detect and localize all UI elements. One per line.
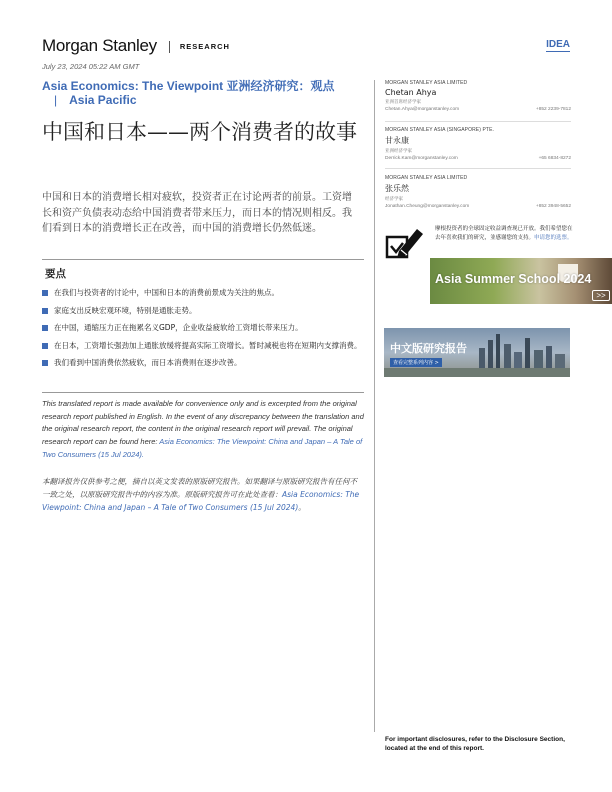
key-point-text: 在我们与投资者的讨论中，中国和日本的消费前景成为关注的焦点。: [54, 288, 279, 297]
translation-disclaimer-cn: [42, 475, 364, 514]
morgan-stanley-logo: [42, 36, 230, 56]
translation-disclaimer-en: [42, 398, 364, 462]
analyst-role: 亚洲经济学家: [385, 148, 412, 153]
key-point-text: 家庭支出反映宏观环境，特别是通胀走势。: [54, 305, 197, 315]
analyst-email[interactable]: Derrick.Kam@morganstanley.com: [385, 156, 458, 161]
chinese-report-title: 中文版研究报告: [390, 342, 467, 355]
key-points-heading: 要点: [45, 268, 66, 280]
analyst-name: 张乐然: [385, 184, 409, 193]
report-title: 中国和日本——两个消费者的故事: [42, 120, 357, 144]
report-summary: 中国和日本的消费增长相对疲软，投资者正在讨论两者的前景。工资增长和资产负债表动态给中国消费者带来压力，而日本的情况则相反。我们看到日本的消费增长正在改善，而中国的消费增长仍然低迷。: [42, 192, 352, 234]
analyst-card: [385, 80, 571, 114]
series-separator: |: [54, 93, 58, 107]
series-title: [42, 79, 360, 107]
chinese-research-banner[interactable]: [384, 328, 570, 377]
key-point-text: 在日本，工资增长强劲加上通胀放缓将提高实际工资增长。暂时减税也将在短期内支撑消费。: [54, 340, 362, 350]
bullet-square-icon: [42, 360, 48, 366]
key-points-list: [42, 287, 362, 375]
key-point-text: 我们看到中国消费依然疲软，而日本消费则在逐步改善。: [54, 358, 242, 367]
bullet-square-icon: [42, 325, 48, 331]
logo-divider: [169, 41, 170, 53]
publish-date: July 23, 2024 05:22 AM GMT: [42, 62, 140, 71]
analyst-email[interactable]: Chetan.Ahya@morganstanley.com: [385, 107, 460, 112]
logo-text: Morgan Stanley: [42, 36, 157, 55]
key-point-item: [42, 287, 362, 300]
disclosure-note: For important disclosures, refer to the Disclosure Section, located at the end of this report.: [385, 736, 565, 752]
series-region[interactable]: Asia Pacific: [69, 93, 137, 107]
analyst-contact: [385, 107, 571, 114]
key-point-item: [42, 340, 362, 353]
key-point-item: [42, 322, 362, 335]
analyst-role: 亚洲首席经济学家: [385, 99, 421, 104]
analyst-phone: +852 3948-5652: [535, 204, 571, 209]
analyst-firm: MORGAN STANLEY ASIA (SINGAPORE) PTE.: [385, 127, 494, 133]
analyst-phone: +852 2239-7812: [535, 107, 571, 112]
report-header: [42, 36, 570, 60]
double-chevron-right-icon[interactable]: >>: [592, 290, 610, 301]
asia-summer-school-banner[interactable]: [430, 258, 612, 304]
idea-tag[interactable]: IDEA: [546, 39, 570, 50]
survey-promo: [435, 225, 575, 243]
analyst-firm: MORGAN STANLEY ASIA LIMITED: [385, 175, 468, 181]
bullet-square-icon: [42, 308, 48, 314]
analyst-contact: [385, 156, 571, 163]
key-point-item: [42, 305, 362, 318]
analyst-name: 甘永康: [385, 136, 409, 145]
series-name[interactable]: Asia Economics: The Viewpoint 亚洲经济研究：观点: [42, 79, 335, 93]
analyst-card: [385, 175, 571, 211]
view-series-link[interactable]: 查看完整系列内容 >: [390, 358, 442, 367]
analyst-card: [385, 127, 571, 163]
original-report-link-cn[interactable]: Asia Economics: The Viewpoint: China and Japan – A Tale of Two Consumers (15 Jul 2024): [42, 490, 360, 512]
survey-promo-text: 摩根投资者的全球固定收益调查现已开放。我们希望您在去年喜欢我们的研究，並感谢您的支持。: [435, 226, 573, 241]
key-point-text: 在中国，通缩压力正在拖累名义GDP，企业收益疲软给工资增长带来压力。: [54, 323, 303, 332]
disclaimer-en-text: This translated report is made available for convenience only and is excerpted from the original research report published in English. In the event of any discrepancy between the translation and the original research report, the content in the original research report will prevail. The original research report can be found here:: [42, 399, 364, 447]
disclaimer-divider: [42, 392, 364, 393]
research-label: RESEARCH: [179, 42, 230, 52]
disclaimer-cn-end: 。: [298, 503, 306, 512]
analyst-phone: +65 6834-8272: [538, 156, 571, 161]
column-divider: [374, 80, 375, 732]
pen-checkbox-icon: [385, 225, 425, 261]
disclaimer-cn-text: 本翻译报告仅供参考之便，摘自以英文发表的原版研究报告。如果翻译与原版研究报告有任何不一致之处，以原版研究报告中的内容为准。原版研究报告可在此处查看：: [42, 477, 357, 499]
vote-link[interactable]: 申请您的选票。: [534, 235, 573, 241]
original-report-link-en[interactable]: Asia Economics: The Viewpoint: China and Japan – A Tale of Two Consumers (15 Jul 2024).: [42, 437, 363, 459]
analyst-contact: [385, 204, 571, 211]
bullet-square-icon: [42, 290, 48, 296]
key-points-divider: [42, 259, 364, 260]
analyst-divider: [385, 168, 571, 169]
summer-school-title: Asia Summer School 2024: [435, 272, 592, 286]
bullet-square-icon: [42, 343, 48, 349]
key-point-item: [42, 357, 362, 370]
analyst-name: Chetan Ahya: [385, 88, 437, 97]
analyst-firm: MORGAN STANLEY ASIA LIMITED: [385, 80, 468, 86]
analyst-divider: [385, 121, 571, 122]
analyst-role: 经济学家: [385, 196, 403, 201]
analyst-email[interactable]: Jonathan.Cheung@morganstanley.com: [385, 204, 470, 209]
